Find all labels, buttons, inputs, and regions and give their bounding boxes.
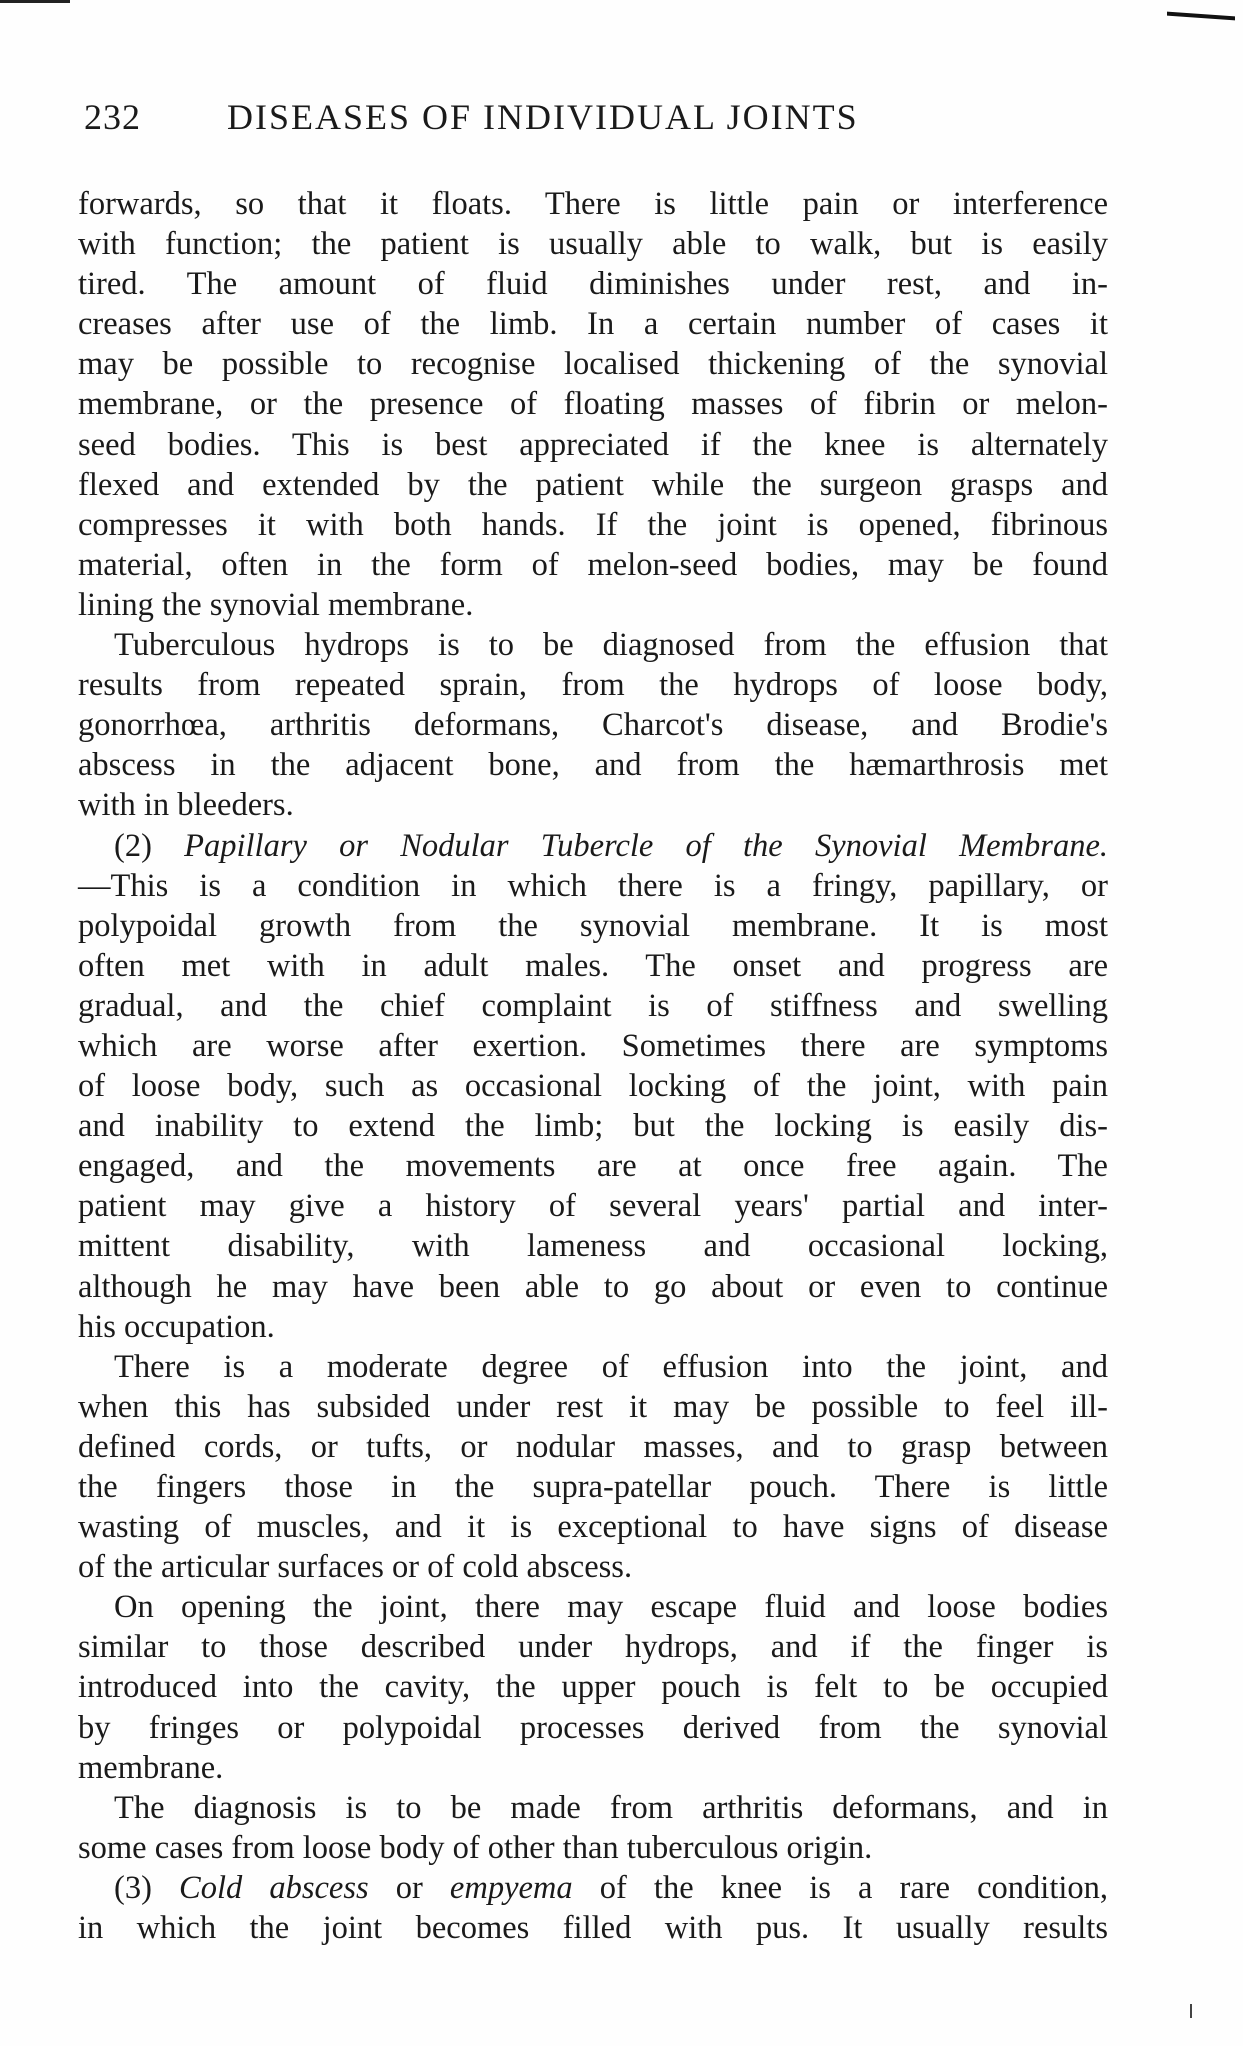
text-line: with function; the patient is usually able to walk, but is easily — [78, 226, 1108, 263]
text-line: some cases from loose body of other than tuberculous origin. — [78, 1829, 873, 1866]
section-text: of the knee is a rare condition, — [599, 1869, 1109, 1906]
text-line: gradual, and the chief complaint is of stiffness and swelling — [78, 987, 1108, 1024]
section-number: (3) — [114, 1869, 152, 1906]
text-line: wasting of muscles, and it is exceptional to have signs of disease — [78, 1509, 1108, 1546]
scan-edge-mark — [1167, 12, 1235, 21]
text-line: defined cords, or tufts, or nodular masses, and to grasp between — [78, 1428, 1108, 1465]
section-term: empyema — [449, 1869, 573, 1906]
text-line: the fingers those in the supra-patellar pouch. There is little — [78, 1469, 1108, 1505]
text-line: similar to those described under hydrops, and if the finger is — [78, 1629, 1108, 1666]
text-line: compresses it with both hands. If the joint is opened, fibrinous — [78, 506, 1108, 543]
text-line: tired. The amount of fluid diminishes under rest, and in- — [78, 266, 1108, 303]
text-line: lining the synovial membrane. — [78, 586, 474, 623]
text-line: On opening the joint, there may escape fluid and loose bodies — [114, 1589, 1108, 1626]
section-number: (2) — [114, 827, 152, 864]
text-line: Tuberculous hydrops is to be diagnosed from the effusion that — [114, 627, 1108, 664]
text-line: —This is a condition in which there is a fringy, papillary, or — [78, 867, 1108, 904]
text-line: in which the joint becomes filled with pus. It usually results — [78, 1910, 1108, 1947]
text-line: polypoidal growth from the synovial membrane. It is most — [78, 907, 1108, 944]
text-line: by fringes or polypoidal processes derived from the synovial — [78, 1709, 1108, 1746]
running-head: DISEASES OF INDIVIDUAL JOINTS — [227, 97, 859, 137]
page-header — [84, 96, 1164, 146]
text-line: forwards, so that it floats. There is little pain or interference — [78, 186, 1108, 222]
scan-edge-mark — [0, 0, 70, 3]
text-line: patient may give a history of several years' partial and inter- — [78, 1188, 1108, 1225]
text-line: engaged, and the movements are at once free again. The — [78, 1148, 1108, 1185]
text-line: creases after use of the limb. In a certain number of cases it — [78, 306, 1108, 343]
text-line: There is a moderate degree of effusion into the joint, and — [114, 1348, 1108, 1385]
section-title: Papillary or Nodular Tubercle of the Synovial Membrane. — [184, 827, 1108, 864]
section-heading-cold-abscess — [78, 1868, 1108, 1908]
scan-edge-mark — [1190, 2004, 1192, 2018]
page-number: 232 — [84, 97, 141, 137]
text-line: material, often in the form of melon-seed bodies, may be found — [78, 546, 1108, 583]
section-heading-papillary — [78, 826, 1108, 866]
section-connector: or — [395, 1869, 423, 1906]
text-line: seed bodies. This is best appreciated if the knee is alternately — [78, 426, 1108, 463]
text-line: membrane, or the presence of floating masses of fibrin or melon- — [78, 386, 1108, 423]
text-line: although he may have been able to go about or even to continue — [78, 1268, 1108, 1305]
text-line: when this has subsided under rest it may be possible to feel ill- — [78, 1388, 1108, 1425]
body-text — [78, 184, 1108, 1948]
text-line: results from repeated sprain, from the hydrops of loose body, — [78, 667, 1108, 704]
text-line: introduced into the cavity, the upper pouch is felt to be occupied — [78, 1669, 1108, 1706]
text-line: and inability to extend the limb; but the locking is easily dis- — [78, 1108, 1108, 1145]
text-line: mittent disability, with lameness and occasional locking, — [78, 1228, 1108, 1265]
text-line: his occupation. — [78, 1308, 275, 1345]
section-term: Cold abscess — [179, 1869, 369, 1906]
text-line: may be possible to recognise localised thickening of the synovial — [78, 346, 1108, 383]
text-line: flexed and extended by the patient while the surgeon grasps and — [78, 466, 1108, 503]
text-line: The diagnosis is to be made from arthritis deformans, and in — [114, 1789, 1108, 1826]
text-line: gonorrhœa, arthritis deformans, Charcot's disease, and Brodie's — [78, 707, 1108, 744]
text-line: membrane. — [78, 1749, 224, 1786]
text-line: of loose body, such as occasional locking of the joint, with pain — [78, 1068, 1108, 1105]
text-line: which are worse after exertion. Sometimes there are symptoms — [78, 1027, 1108, 1064]
text-line: of the articular surfaces or of cold abscess. — [78, 1549, 633, 1586]
text-line: often met with in adult males. The onset and progress are — [78, 947, 1108, 984]
text-line: abscess in the adjacent bone, and from the hæmarthrosis met — [78, 747, 1108, 784]
text-line: with in bleeders. — [78, 787, 294, 824]
